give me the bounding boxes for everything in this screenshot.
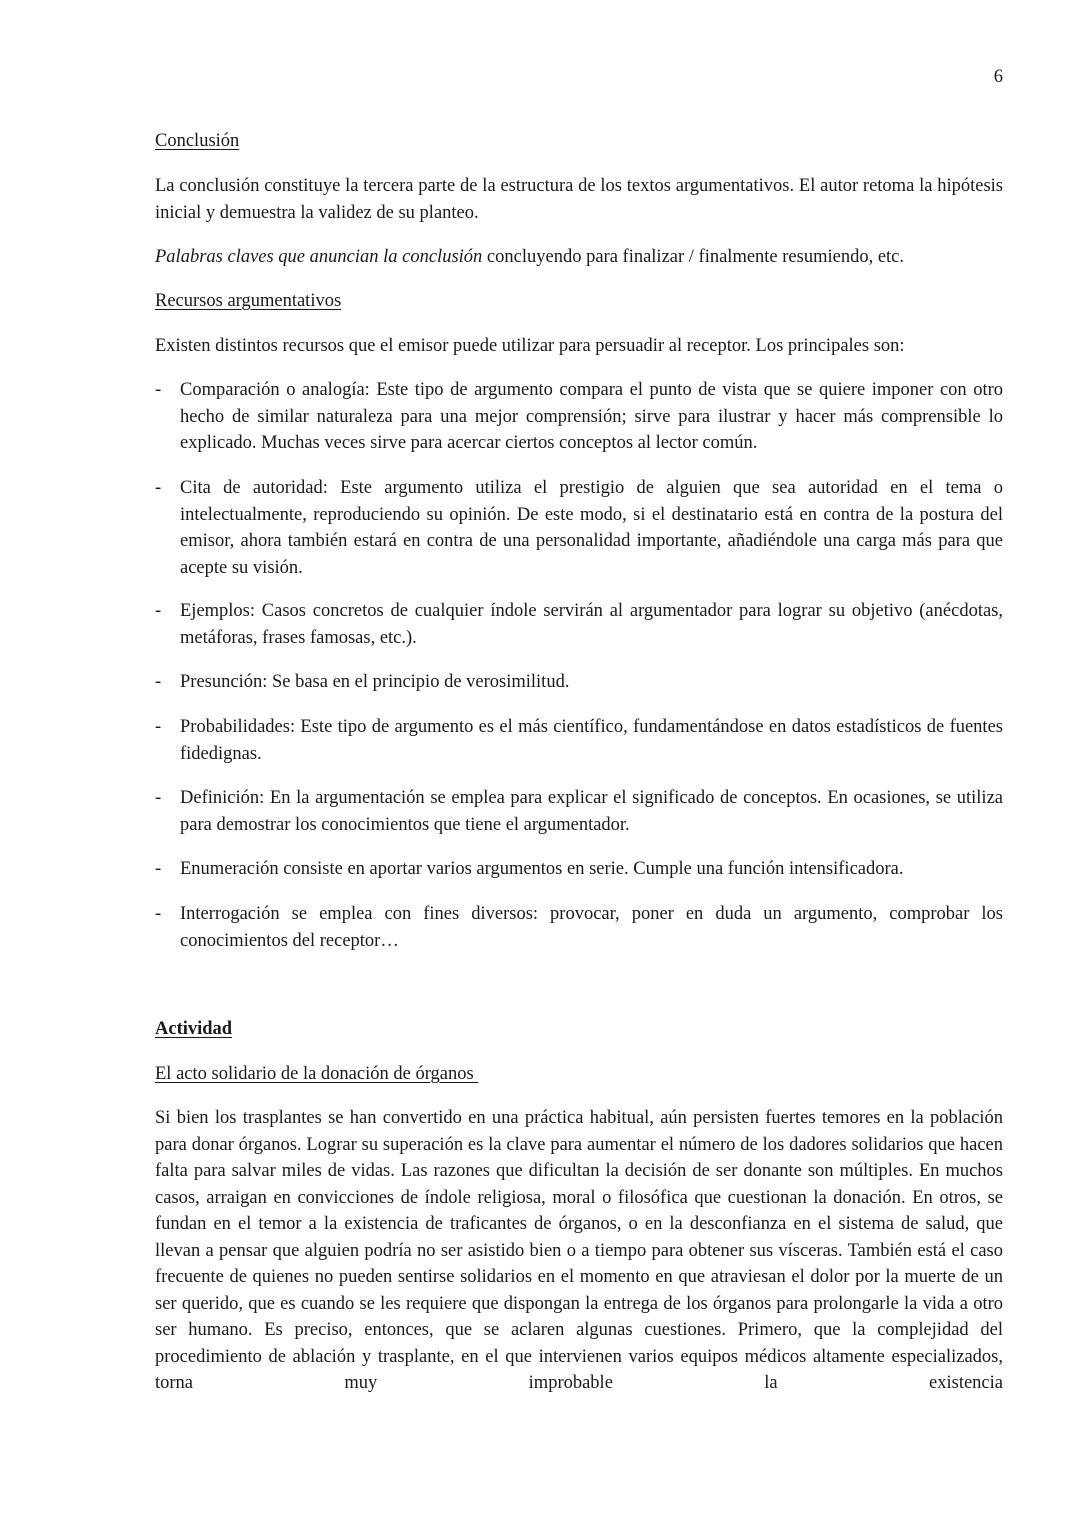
bullet: -: [155, 859, 162, 879]
list-item: [155, 598, 1003, 651]
list-item: [155, 377, 1003, 457]
actividad-heading: [155, 1016, 232, 1043]
bullet: -: [155, 672, 162, 692]
list-item: [155, 856, 1003, 883]
list-item-text: Definición: En la argumentación se emplea para explicar el significado de conceptos. En ocasiones, se utiliza para demostrar los conocimientos que tiene el argumentador.: [180, 788, 1003, 835]
actividad-heading-text: Actividad: [155, 1019, 233, 1039]
page-number: 6: [993, 67, 1003, 87]
list-item-text: Cita de autoridad: Este argumento utiliza el prestigio de alguien que sea autoridad en el tema o intelectualmente, reproduciendo su opinión. De este modo, si el destinatario está en contra de la postura del emisor, ahora también estará en contra de una personalidad importante, añadiéndole una carga más para que acepte su visión.: [180, 478, 1003, 578]
list-item: [155, 475, 1003, 581]
keywords-text: concluyendo para finalizar / finalmente resumiendo, etc.: [482, 247, 905, 267]
keywords-label: Palabras claves que anuncian la conclusión: [155, 247, 483, 267]
recursos-heading: Recursos argumentativos: [155, 291, 342, 311]
list-item-text: Comparación o analogía: Este tipo de argumento compara el punto de vista que se quiere imponer con otro hecho de similar naturaleza para una mejor comprensión; sirve para ilustrar y hacer más comprensible lo explicado. Muchas veces sirve para acercar ciertos conceptos al lector común.: [180, 380, 1003, 453]
list-item-text: Interrogación se emplea con fines diversos: provocar, poner en duda un argumento, comprobar los conocimientos del receptor…: [180, 904, 1003, 951]
bullet: -: [155, 478, 162, 498]
bullet: -: [155, 601, 162, 621]
bullet: -: [155, 380, 162, 400]
conclusion-heading: Conclusión: [155, 131, 240, 151]
bullet: -: [155, 788, 162, 808]
list-item-text: Ejemplos: Casos concretos de cualquier índole servirán al argumentador para lograr su objetivo (anécdotas, metáforas, frases famosas, etc.).: [180, 601, 1003, 648]
list-item-text: Enumeración consiste en aportar varios argumentos en serie. Cumple una función intensificadora.: [180, 859, 904, 879]
actividad-paragraph: Si bien los trasplantes se han convertido en una práctica habitual, aún persisten fuertes temores en la población para donar órganos. Lograr su superación es la clave para aumentar el número de los dadores solidarios que hacen falta para salvar miles de vidas. Las razones que dificultan la decisión de ser donante son múltiples. En muchos casos, arraigan en convicciones de índole religiosa, moral o filosófica que cuestionan la donación. En otros, se fundan en el temor a la existencia de traficantes de órganos, o en la desconfianza en el sistema de salud, que llevan a pensar que alguien podría no ser asistido bien o a tiempo para obtener sus vísceras. También está el caso frecuente de quienes no pueden sentirse solidarios en el momento en que atraviesan el dolor por la muerte de un ser querido, que es cuando se les requiere que dispongan la entrega de los órganos para prolongarle la vida a otro ser humano. Es preciso, entonces, que se aclaren algunas cuestiones. Primero, que la complejidad del procedimiento de ablación y trasplante, en el que intervienen varios equipos médicos altamente especializados, torna muy improbable la existencia: [155, 1108, 1003, 1393]
list-item: [155, 669, 1003, 696]
list-item: [155, 901, 1003, 954]
list-item-text: Probabilidades: Este tipo de argumento es el más científico, fundamentándose en datos estadísticos de fuentes fidedignas.: [180, 717, 1003, 764]
actividad-title: El acto solidario de la donación de órganos: [155, 1064, 479, 1084]
conclusion-keywords: [155, 244, 1003, 271]
bullet: -: [155, 904, 162, 924]
list-item-text: Presunción: Se basa en el principio de verosimilitud.: [180, 672, 570, 692]
conclusion-paragraph: La conclusión constituye la tercera parte de la estructura de los textos argumentativos. El autor retoma la hipótesis inicial y demuestra la validez de su planteo.: [155, 176, 1003, 223]
list-item: [155, 714, 1003, 767]
recursos-intro: Existen distintos recursos que el emisor puede utilizar para persuadir al receptor. Los principales son:: [155, 336, 905, 356]
bullet: -: [155, 717, 162, 737]
list-item: [155, 785, 1003, 838]
